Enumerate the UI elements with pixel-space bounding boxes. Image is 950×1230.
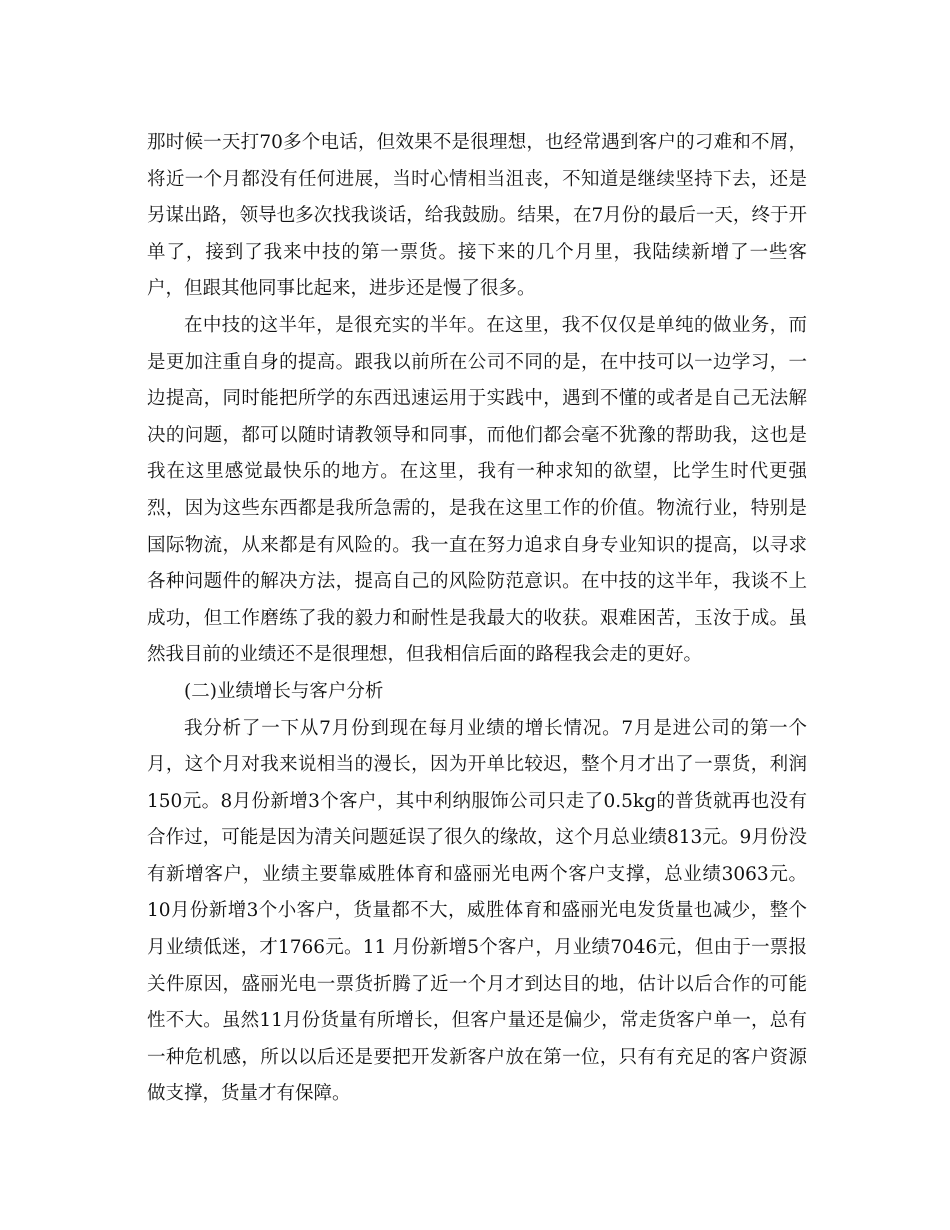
paragraph-intro-continuation: 那时候一天打70多个电话，但效果不是很理想，也经常遇到客户的刁难和不屑，将近一个月都没有任何进展，当时心情相当沮丧，不知道是继续坚持下去，还是另谋出路，领导也多次找我谈话，给我鼓励。结果，在7月份的最后一天，终于开单了，接到了我来中技的第一票货。接下来的几个月里，我陆续新增了一些客户，但跟其他同事比起来，进步还是慢了很多。 <box>147 132 807 300</box>
paragraph-monthly-performance: 我分析了一下从7月份到现在每月业绩的增长情况。7月是进公司的第一个月，这个月对我来说相当的漫长，因为开单比较迟，整个月才出了一票货，利润150元。8月份新增3个客户，其中利纳服饰公司只走了0.5kg的普货就再也没有合作过，可能是因为清关问题延误了很久的缘故，这个月总业绩813元。9月份没有新增客户，业绩主要靠威胜体育和盛丽光电两个客户支撑，总业绩3063元。10月份新增3个小客户，货量都不大，威胜体育和盛丽光电发货量也减少，整个月业绩低迷，才1766元。11 月份新增5个客户，月业绩7046元，但由于一票报关件原因，盛丽光电一票货折腾了近一个月才到达目的地，估计以后合作的可能性不大。虽然11月份货量有所增长，但客户量还是偏少，常走货客户单一，总有一种危机感，所以以后还是要把开发新客户放在第一位，只有有充足的客户资源做支撑，货量才有保障。 <box>147 717 807 1105</box>
paragraph-half-year-reflection: 在中技的这半年，是很充实的半年。在这里，我不仅仅是单纯的做业务，而是更加注重自身的提高。跟我以前所在公司不同的是，在中技可以一边学习，一边提高，同时能把所学的东西迅速运用于实践中，遇到不懂的或者是自己无法解决的问题，都可以随时请教领导和同事，而他们都会毫不犹豫的帮助我，这也是我在这里感觉最快乐的地方。在这里，我有一种求知的欲望，比学生时代更强烈，因为这些东西都是我所急需的，是我在这里工作的价值。物流行业，特别是国际物流，从来都是有风险的。我一直在努力追求自身专业知识的提高，以寻求各种问题件的解决方法，提高自己的风险防范意识。在中技的这半年，我谈不上成功，但工作磨练了我的毅力和耐性是我最大的收获。艰难困苦，玉汝于成。虽然我目前的业绩还不是很理想，但我相信后面的路程我会走的更好。 <box>147 314 807 666</box>
document-page <box>147 125 807 1113</box>
section-heading-performance-analysis: (二)业绩增长与客户分析 <box>184 680 384 702</box>
